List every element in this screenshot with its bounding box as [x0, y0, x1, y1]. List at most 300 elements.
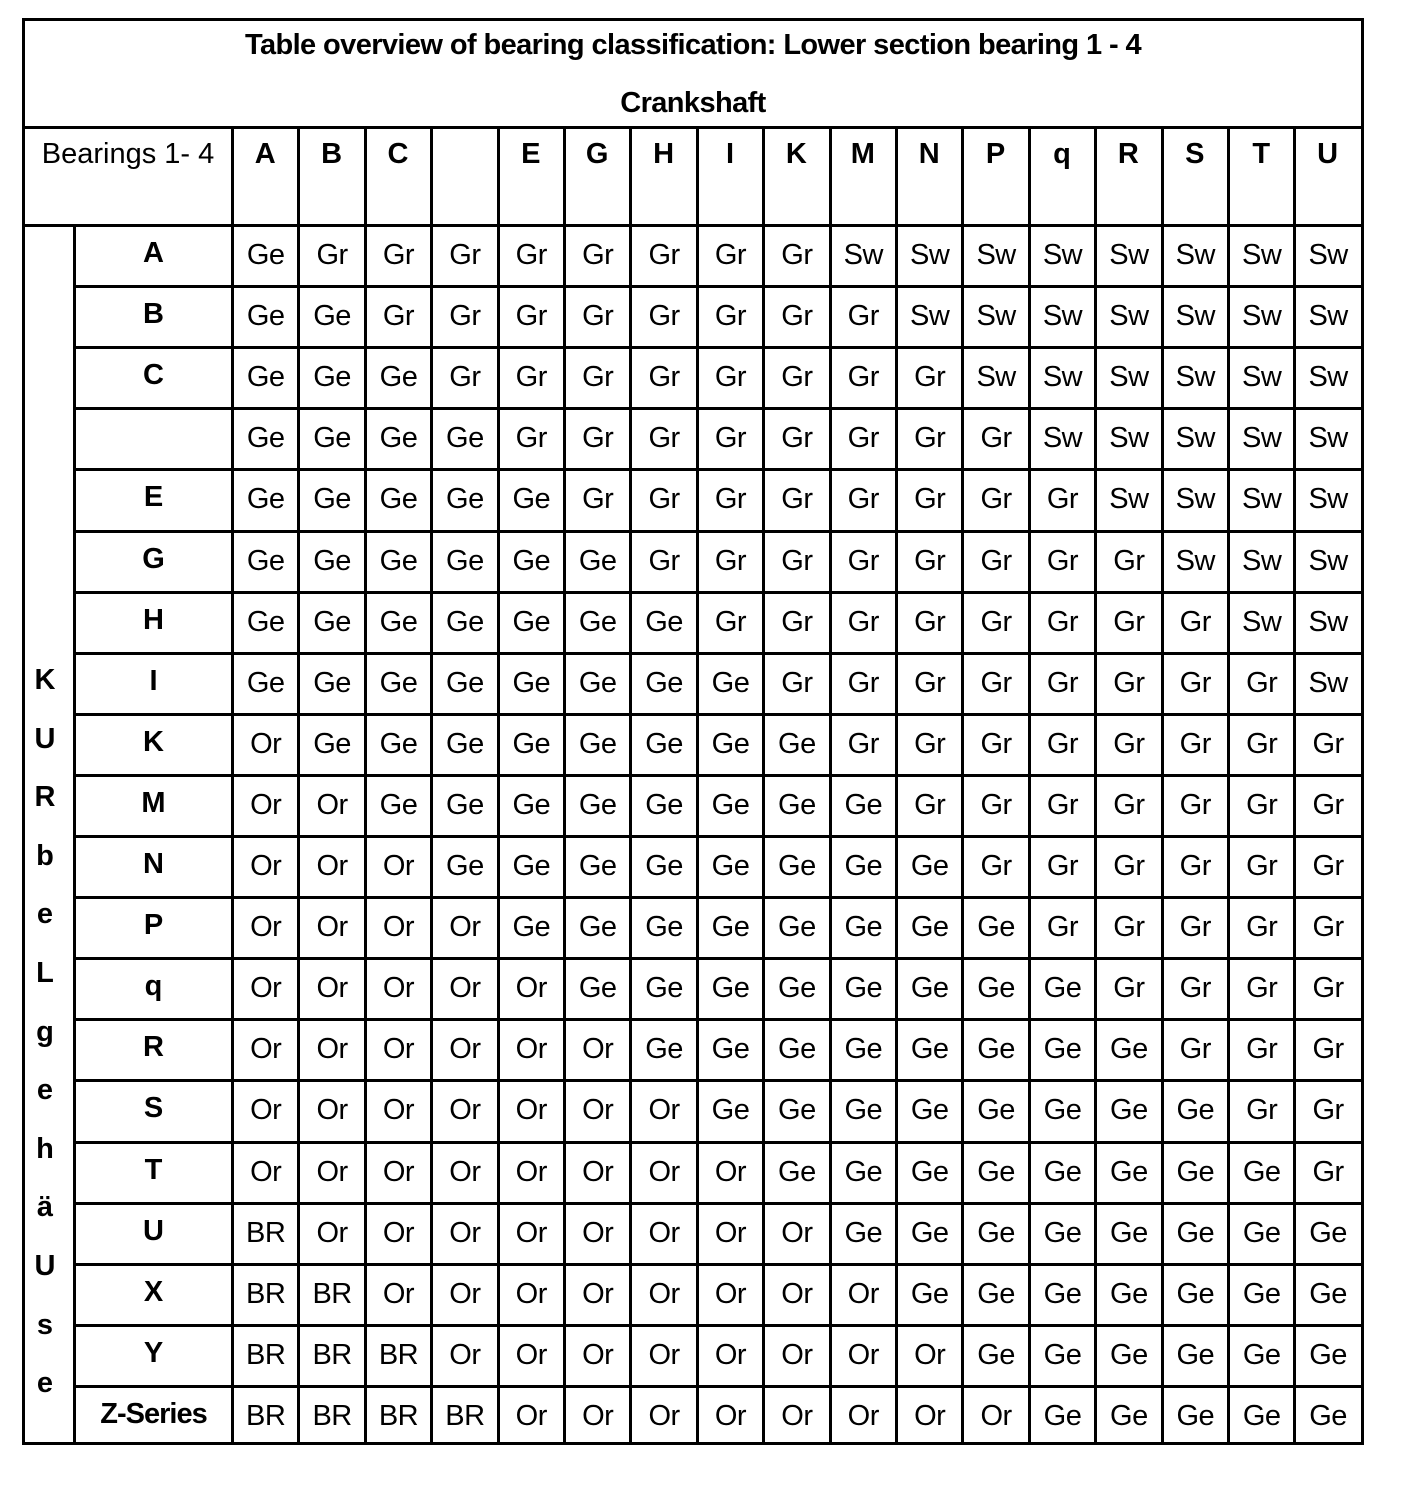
- table-cell: BR: [246, 1277, 286, 1310]
- table-grid: [25, 126, 1361, 1442]
- table-cell: Ge: [1242, 1216, 1281, 1249]
- table-cell: Or: [714, 1216, 747, 1249]
- table-cell: Or: [582, 1216, 614, 1249]
- table-cell: Sw: [1175, 483, 1215, 516]
- table-cell: Or: [914, 1399, 946, 1432]
- table-cell: Ge: [512, 544, 551, 577]
- table-cell: Ge: [1309, 1277, 1347, 1310]
- vertical-letter: e: [36, 898, 54, 931]
- row-header: [76, 422, 231, 458]
- table-cell: Or: [582, 1338, 614, 1371]
- table-cell: Gr: [781, 605, 813, 638]
- table-cell: Ge: [977, 972, 1015, 1005]
- table-cell: Or: [582, 1094, 614, 1127]
- table-cell: Gr: [582, 361, 614, 394]
- table-cell: Gr: [449, 239, 481, 271]
- vertical-letter: e: [36, 1367, 54, 1400]
- table-cell: BR: [246, 1338, 286, 1371]
- table-cell: Gr: [1246, 972, 1278, 1005]
- table-cell: Gr: [1046, 544, 1079, 577]
- table-cell: Ge: [844, 911, 883, 944]
- table-cell: Gr: [648, 483, 680, 516]
- table-cell: Gr: [449, 361, 481, 394]
- table-cell: Ge: [578, 666, 617, 699]
- table-cell: Gr: [714, 483, 747, 516]
- table-cell: Ge: [778, 1155, 816, 1188]
- table-cell: Gr: [980, 544, 1012, 577]
- table-cell: Or: [316, 1216, 348, 1249]
- table-cell: Gr: [781, 544, 813, 577]
- table-cell: Ge: [313, 727, 351, 760]
- table-cell: Or: [316, 788, 348, 821]
- table-cell: Ge: [379, 788, 418, 821]
- table-cell: Gr: [980, 422, 1012, 455]
- table-cell: Or: [781, 1338, 813, 1371]
- vertical-letter: g: [36, 1015, 54, 1048]
- grid-line: [73, 1324, 1361, 1327]
- row-header: H: [143, 603, 164, 636]
- table-cell: Gr: [582, 422, 614, 455]
- table-cell: Gr: [1113, 850, 1145, 882]
- row-header: Y: [143, 1336, 164, 1369]
- column-header: U: [1317, 138, 1339, 170]
- table-cell: Ge: [711, 911, 750, 944]
- table-cell: Ge: [578, 727, 617, 760]
- grid-line: [73, 407, 1361, 410]
- table-cell: Sw: [1109, 422, 1149, 455]
- table-cell: Or: [382, 972, 415, 1005]
- table-cell: Ge: [1176, 1155, 1215, 1188]
- table-cell: Gr: [781, 300, 813, 333]
- table-cell: BR: [312, 1338, 352, 1371]
- grid-line: [73, 774, 1361, 777]
- row-header: C: [143, 359, 164, 392]
- table-cell: Gr: [714, 605, 747, 638]
- table-cell: Ge: [379, 544, 418, 577]
- table-cell: Gr: [914, 483, 946, 516]
- table-cell: Gr: [1179, 788, 1211, 821]
- table-cell: Ge: [446, 788, 484, 821]
- table-cell: Or: [648, 1216, 680, 1249]
- table-cell: Ge: [379, 666, 418, 699]
- table-cell: Ge: [977, 1033, 1015, 1066]
- table-cell: Or: [648, 1338, 680, 1371]
- table-cell: Sw: [1042, 422, 1083, 455]
- table-cell: Sw: [1308, 544, 1348, 577]
- table-cell: Ge: [977, 911, 1015, 944]
- row-header: X: [143, 1275, 164, 1308]
- table-cell: Ge: [844, 972, 883, 1005]
- table-cell: Ge: [1242, 1155, 1281, 1188]
- table-cell: Ge: [313, 605, 351, 638]
- table-cell: Or: [382, 1094, 415, 1127]
- table-cell: Gr: [847, 605, 879, 638]
- table-cell: Ge: [313, 544, 351, 577]
- table-cell: Gr: [781, 483, 813, 516]
- table-cell: Or: [316, 850, 348, 882]
- row-header: S: [143, 1092, 164, 1125]
- table-cell: Or: [382, 1155, 415, 1188]
- table-cell: Or: [449, 1277, 481, 1310]
- table-cell: Ge: [379, 483, 418, 516]
- table-cell: Ge: [512, 483, 551, 516]
- table-cell: Ge: [379, 361, 418, 394]
- table-cell: Gr: [714, 544, 747, 577]
- table-cell: Sw: [1042, 300, 1083, 333]
- table-cell: Sw: [1308, 483, 1348, 516]
- table-cell: Or: [250, 972, 282, 1005]
- table-cell: Gr: [515, 300, 547, 333]
- table-cell: Gr: [914, 788, 946, 821]
- table-cell: Gr: [714, 361, 747, 394]
- table-cell: Ge: [1309, 1216, 1347, 1249]
- table-cell: Gr: [847, 300, 879, 333]
- table-cell: Gr: [515, 361, 547, 394]
- table-cell: Or: [382, 1216, 415, 1249]
- table-cell: Gr: [1312, 727, 1344, 760]
- table-cell: Gr: [582, 239, 614, 271]
- table-cell: Ge: [778, 788, 816, 821]
- table-cell: Sw: [1308, 422, 1348, 455]
- table-cell: BR: [312, 1277, 352, 1310]
- table-cell: Ge: [578, 972, 617, 1005]
- vertical-letter: K: [34, 664, 56, 696]
- table-cell: Or: [449, 911, 481, 944]
- table-cell: Sw: [1175, 544, 1215, 577]
- table-cell: Gr: [914, 361, 946, 394]
- table-cell: Gr: [1046, 727, 1079, 760]
- table-cell: Gr: [1246, 727, 1278, 760]
- table-cell: Ge: [512, 788, 551, 821]
- table-cell: Gr: [1312, 1094, 1344, 1127]
- table-cell: Gr: [1179, 727, 1211, 760]
- table-cell: Ge: [578, 605, 617, 638]
- table-cell: Ge: [645, 605, 683, 638]
- table-cell: Gr: [1113, 911, 1145, 944]
- table-cell: Ge: [1242, 1277, 1281, 1310]
- table-cell: Or: [449, 1155, 481, 1188]
- grid-line: [73, 957, 1361, 960]
- table-cell: Gr: [847, 483, 879, 516]
- table-cell: Ge: [645, 727, 683, 760]
- table-cell: Ge: [1043, 1155, 1082, 1188]
- table-cell: Or: [316, 1094, 348, 1127]
- table-cell: Gr: [1246, 850, 1278, 882]
- table-cell: Sw: [1175, 422, 1215, 455]
- table-cell: Sw: [1308, 605, 1348, 638]
- row-header: B: [143, 298, 164, 331]
- grid-line: [73, 1202, 1361, 1205]
- table-cell: Gr: [1046, 666, 1079, 699]
- table-cell: Gr: [980, 605, 1012, 638]
- table-cell: Or: [582, 1277, 614, 1310]
- vertical-letter: R: [34, 781, 56, 814]
- table-cell: Ge: [910, 1094, 949, 1127]
- table-cell: Gr: [914, 544, 946, 577]
- table-cell: Or: [648, 1399, 680, 1432]
- table-cell: Gr: [1312, 972, 1344, 1005]
- table-cell: Or: [250, 850, 282, 882]
- table-cell: Ge: [711, 1033, 750, 1066]
- table-cell: Gr: [781, 361, 813, 394]
- table-cell: Or: [250, 1155, 282, 1188]
- grid-line: [73, 1263, 1361, 1266]
- table-cell: Ge: [313, 422, 351, 455]
- row-header: q: [144, 970, 163, 1003]
- table-cell: Ge: [910, 1216, 949, 1249]
- table-cell: Gr: [1046, 788, 1079, 821]
- table-cell: Ge: [711, 727, 750, 760]
- table-cell: Ge: [844, 1216, 883, 1249]
- table-cell: Ge: [645, 850, 683, 882]
- table-cell: Gr: [847, 422, 879, 455]
- grid-line: [73, 1018, 1361, 1021]
- table-cell: Ge: [977, 1338, 1015, 1371]
- table-cell: Ge: [711, 972, 750, 1005]
- table-cell: Ge: [1309, 1399, 1347, 1432]
- column-header: E: [521, 138, 541, 170]
- grid-line: [73, 530, 1361, 533]
- table-cell: Or: [250, 1094, 282, 1127]
- column-header: A: [254, 138, 276, 170]
- table-title: Table overview of bearing classification: Lower section bearing 1 - 4: [245, 29, 1141, 61]
- table-cell: Ge: [1110, 1399, 1148, 1432]
- table-cell: Gr: [914, 666, 946, 699]
- table-cell: Gr: [1046, 605, 1079, 638]
- table-cell: Or: [781, 1277, 813, 1310]
- table-cell: BR: [378, 1399, 419, 1432]
- table-cell: Ge: [844, 788, 883, 821]
- table-cell: Ge: [778, 727, 816, 760]
- row-header: Z-Series: [100, 1397, 207, 1430]
- table-cell: Gr: [1046, 483, 1079, 516]
- row-header: M: [141, 786, 166, 819]
- table-cell: Or: [449, 1216, 481, 1249]
- vertical-letter: b: [36, 839, 54, 872]
- table-cell: Or: [449, 1033, 481, 1066]
- column-header: S: [1185, 138, 1205, 170]
- table-cell: Ge: [379, 605, 418, 638]
- table-cell: Or: [515, 1094, 547, 1127]
- table-cell: Gr: [714, 422, 747, 455]
- table-cell: Ge: [379, 727, 418, 760]
- table-cell: Gr: [582, 483, 614, 516]
- table-cell: Gr: [1179, 605, 1211, 638]
- table-cell: Or: [582, 1399, 614, 1432]
- table-cell: Ge: [645, 666, 683, 699]
- table-cell: Ge: [977, 1094, 1015, 1127]
- table-cell: Ge: [246, 544, 285, 577]
- column-header: G: [585, 138, 609, 170]
- table-cell: Ge: [578, 911, 617, 944]
- table-cell: Gr: [847, 544, 879, 577]
- table-cell: Gr: [1179, 1033, 1211, 1066]
- table-cell: Ge: [246, 239, 285, 271]
- table-cell: Gr: [781, 422, 813, 455]
- table-cell: Gr: [1179, 911, 1211, 944]
- table-cell: Or: [316, 972, 348, 1005]
- table-cell: Gr: [648, 300, 680, 333]
- table-cell: Or: [316, 911, 348, 944]
- table-cell: Ge: [246, 666, 285, 699]
- table-cell: Ge: [1043, 1277, 1082, 1310]
- table-cell: Or: [648, 1094, 680, 1127]
- grid-line: [73, 1141, 1361, 1144]
- table-cell: Ge: [313, 666, 351, 699]
- vertical-letter: s: [36, 1308, 54, 1341]
- table-cell: Ge: [844, 1094, 883, 1127]
- table-cell: Or: [449, 1094, 481, 1127]
- table-cell: Ge: [246, 300, 285, 333]
- table-cell: Gr: [914, 727, 946, 760]
- table-cell: Ge: [246, 483, 285, 516]
- table-cell: Sw: [1242, 483, 1282, 516]
- grid-line: [73, 896, 1361, 899]
- table-cell: Ge: [1043, 1338, 1082, 1371]
- table-cell: Ge: [1043, 972, 1082, 1005]
- table-cell: Ge: [578, 850, 617, 882]
- table-cell: Sw: [1242, 544, 1282, 577]
- table-cell: Ge: [977, 1216, 1015, 1249]
- grid-line: [73, 1385, 1361, 1388]
- table-cell: Gr: [714, 239, 747, 271]
- table-cell: Gr: [1179, 850, 1211, 882]
- table-cell: Or: [250, 911, 282, 944]
- table-cell: Gr: [847, 361, 879, 394]
- table-cell: Or: [582, 1033, 614, 1066]
- table-cell: Gr: [1179, 666, 1211, 699]
- table-cell: Gr: [582, 300, 614, 333]
- table-cell: Ge: [1176, 1094, 1215, 1127]
- table-cell: Ge: [1242, 1338, 1281, 1371]
- table-cell: Sw: [1242, 239, 1282, 271]
- table-subtitle: Crankshaft: [620, 87, 766, 119]
- grid-line: [73, 1079, 1361, 1082]
- column-header: H: [653, 138, 675, 170]
- table-cell: Sw: [1109, 483, 1149, 516]
- table-cell: Ge: [1110, 1094, 1148, 1127]
- table-cell: Ge: [446, 605, 484, 638]
- table-cell: Ge: [711, 788, 750, 821]
- table-cell: Ge: [1176, 1338, 1215, 1371]
- table-cell: Gr: [914, 605, 946, 638]
- classification-table: [22, 18, 1364, 1445]
- table-cell: Ge: [246, 361, 285, 394]
- table-cell: Gr: [1113, 727, 1145, 760]
- table-cell: Gr: [714, 300, 747, 333]
- table-cell: Ge: [844, 850, 883, 882]
- row-header: U: [143, 1214, 164, 1247]
- table-cell: Or: [316, 1155, 348, 1188]
- table-cell: Ge: [379, 422, 418, 455]
- table-cell: Gr: [847, 666, 879, 699]
- table-cell: Gr: [781, 239, 813, 271]
- table-cell: Or: [515, 972, 547, 1005]
- table-cell: Ge: [1110, 1033, 1148, 1066]
- vertical-label: [25, 224, 73, 1442]
- table-cell: Sw: [1308, 239, 1348, 271]
- table-cell: BR: [312, 1399, 352, 1432]
- table-cell: Ge: [977, 1277, 1015, 1310]
- table-cell: Ge: [910, 1277, 949, 1310]
- table-cell: Gr: [1312, 1033, 1344, 1066]
- table-cell: Ge: [778, 972, 816, 1005]
- grid-line: [73, 652, 1361, 655]
- table-cell: Sw: [1308, 361, 1348, 394]
- table-cell: Ge: [446, 850, 484, 882]
- table-cell: Or: [316, 1033, 348, 1066]
- table-cell: Ge: [446, 483, 484, 516]
- table-cell: Gr: [449, 300, 481, 333]
- table-cell: Ge: [512, 666, 551, 699]
- table-cell: Sw: [1175, 239, 1215, 271]
- row-header: N: [143, 848, 164, 880]
- row-header: E: [143, 481, 164, 514]
- row-header: G: [142, 542, 165, 575]
- table-cell: Ge: [778, 1094, 816, 1127]
- table-cell: Sw: [1242, 605, 1282, 638]
- table-cell: Sw: [1308, 666, 1348, 699]
- table-cell: BR: [246, 1216, 286, 1249]
- table-cell: Ge: [910, 972, 949, 1005]
- table-cell: Ge: [910, 850, 949, 882]
- table-cell: Gr: [781, 666, 813, 699]
- table-cell: Ge: [1242, 1399, 1281, 1432]
- table-cell: Gr: [980, 483, 1012, 516]
- table-cell: Or: [847, 1399, 879, 1432]
- table-cell: Sw: [1175, 300, 1215, 333]
- row-header: P: [143, 909, 164, 942]
- table-cell: Or: [648, 1155, 680, 1188]
- grid-line: [73, 591, 1361, 594]
- vertical-letter: U: [34, 1250, 56, 1282]
- table-cell: Ge: [1176, 1399, 1215, 1432]
- table-cell: Ge: [446, 422, 484, 455]
- column-header: q: [1053, 138, 1071, 170]
- table-cell: Or: [449, 972, 481, 1005]
- table-cell: Or: [847, 1277, 879, 1310]
- table-cell: Or: [515, 1277, 547, 1310]
- table-cell: Sw: [976, 239, 1016, 271]
- table-cell: Sw: [1109, 361, 1149, 394]
- column-header: I: [725, 138, 735, 170]
- table-cell: Ge: [313, 361, 351, 394]
- grid-line: [73, 835, 1361, 838]
- table-cell: Sw: [1242, 422, 1282, 455]
- table-cell: Ge: [1110, 1216, 1148, 1249]
- table-cell: Ge: [1043, 1399, 1082, 1432]
- table-cell: Sw: [1242, 361, 1282, 394]
- column-header: [432, 140, 496, 180]
- table-cell: Ge: [578, 788, 617, 821]
- table-cell: Ge: [645, 972, 683, 1005]
- table-cell: Gr: [1179, 972, 1211, 1005]
- table-cell: Ge: [711, 1094, 750, 1127]
- table-cell: Ge: [977, 1155, 1015, 1188]
- table-cell: Ge: [844, 1155, 883, 1188]
- table-cell: Gr: [1046, 850, 1079, 882]
- table-cell: Ge: [711, 666, 750, 699]
- table-cell: Ge: [512, 850, 551, 882]
- table-cell: Sw: [1109, 239, 1149, 271]
- table-cell: Ge: [578, 544, 617, 577]
- table-cell: Ge: [778, 911, 816, 944]
- table-cell: Ge: [246, 422, 285, 455]
- table-cell: Ge: [512, 911, 551, 944]
- table-cell: Ge: [778, 1033, 816, 1066]
- table-cell: Gr: [1113, 972, 1145, 1005]
- table-cell: Or: [449, 1338, 481, 1371]
